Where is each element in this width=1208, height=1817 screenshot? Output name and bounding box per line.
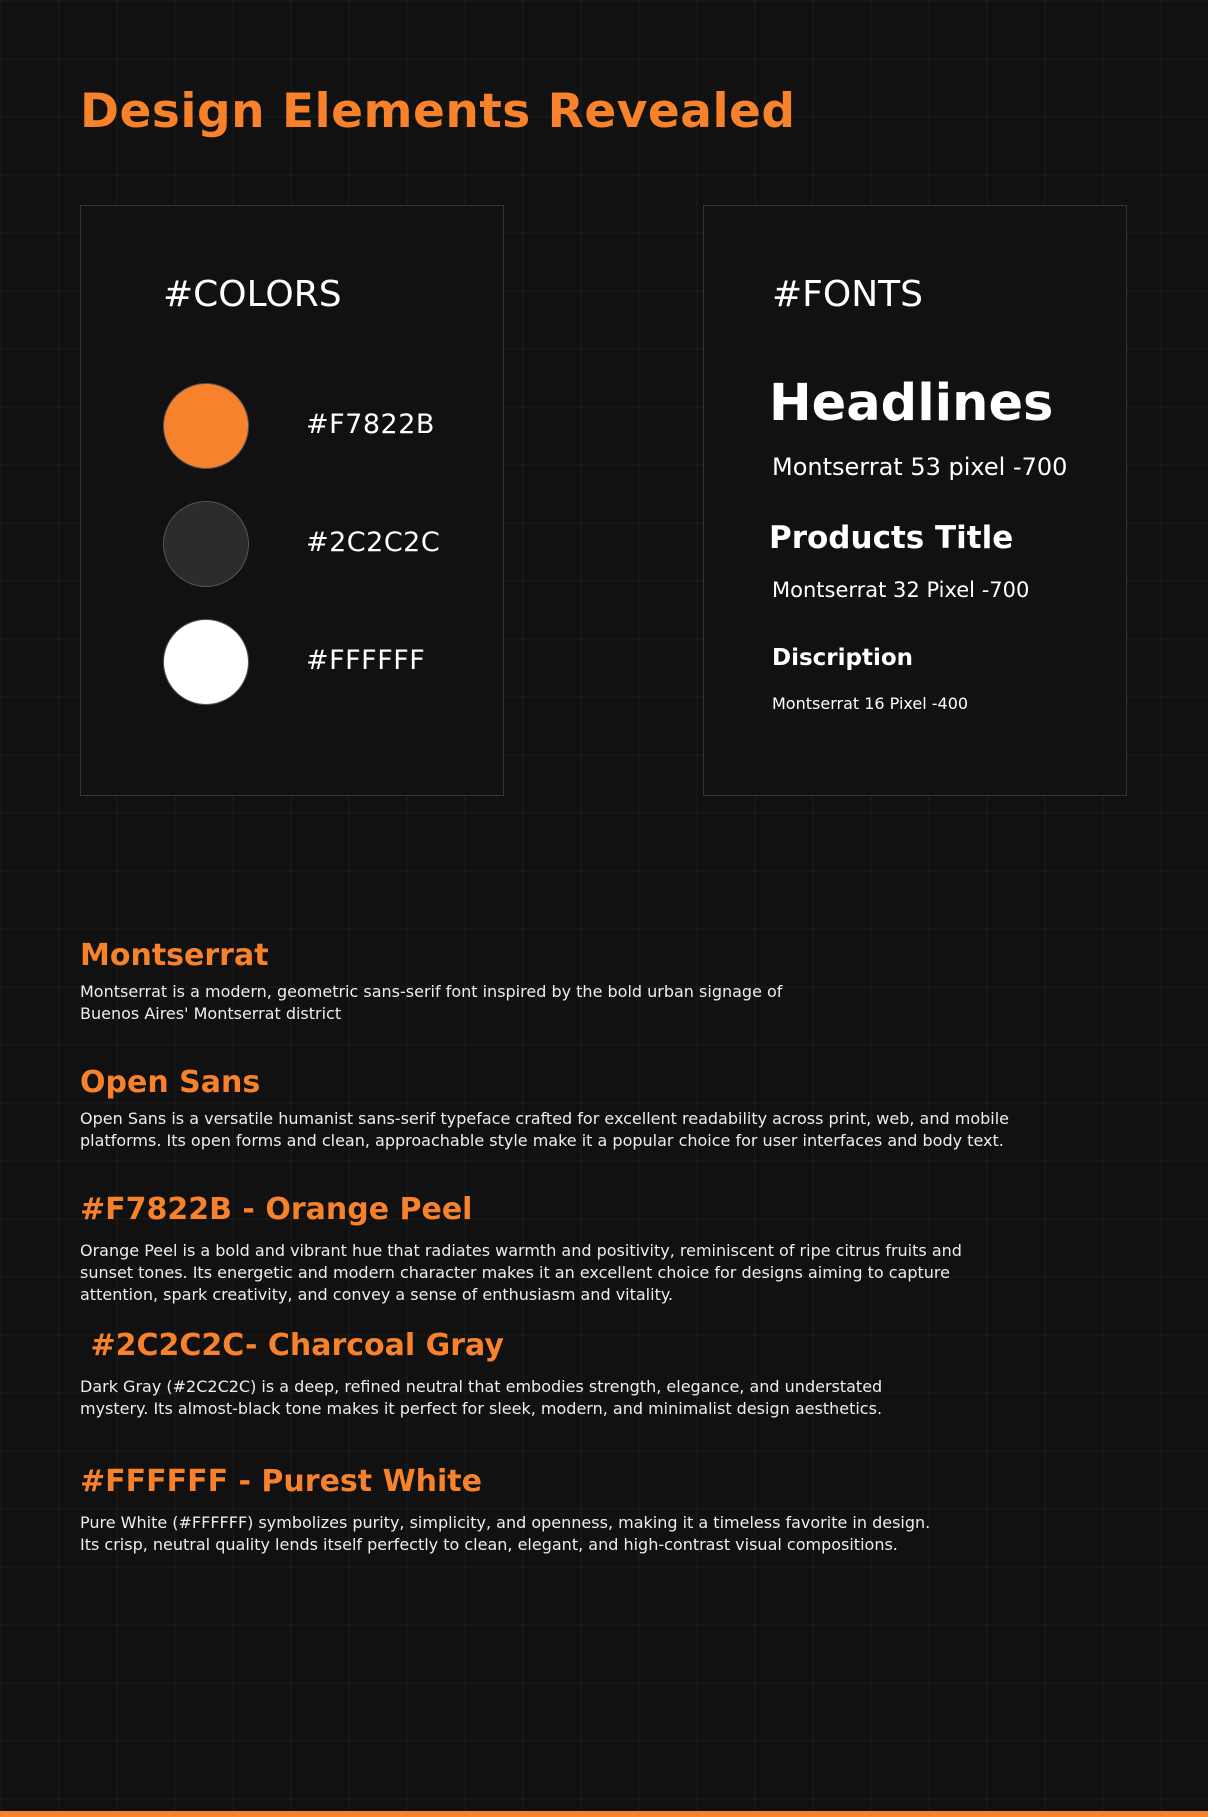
section-text <box>80 1108 1040 1152</box>
colors-heading: #COLORS <box>163 274 342 315</box>
product-title-font-sample: Products Title <box>769 520 1014 556</box>
headline-font-sample: Headlines <box>769 374 1054 433</box>
page-title: Design Elements Revealed <box>80 84 796 139</box>
color-swatch-white <box>163 619 249 705</box>
section-text-line: attention, spark creativity, and convey a sense of enthusiasm and vitality. <box>80 1285 674 1304</box>
section-title: Open Sans <box>80 1065 261 1100</box>
section-text-line: Buenos Aires' Montserrat district <box>80 1004 342 1023</box>
color-swatch-label: #2C2C2C <box>306 527 441 558</box>
section-text-line: sunset tones. Its energetic and modern character makes it an excellent choice for designs aiming to capture <box>80 1263 950 1282</box>
section-title: Montserrat <box>80 938 269 973</box>
section-text-line: Pure White (#FFFFFF) symbolizes purity, simplicity, and openness, making it a timeless favorite in design. <box>80 1513 931 1532</box>
color-swatch-label: #F7822B <box>306 409 435 440</box>
section-text-line: Dark Gray (#2C2C2C) is a deep, refined neutral that embodies strength, elegance, and understated <box>80 1377 883 1396</box>
section-text-line: Its crisp, neutral quality lends itself perfectly to clean, elegant, and high-contrast visual compositions. <box>80 1535 898 1554</box>
section-title: #F7822B - Orange Peel <box>80 1192 473 1227</box>
bottom-accent-bar <box>0 1811 1208 1817</box>
section-open-sans <box>80 1065 1040 1152</box>
section-text <box>80 1240 1040 1306</box>
colors-card <box>80 205 504 796</box>
color-swatch-label: #FFFFFF <box>306 645 426 676</box>
color-swatch-charcoal <box>163 501 249 587</box>
section-text-line: Open Sans is a versatile humanist sans-serif typeface crafted for excellent readability across print, web, and mobile <box>80 1109 1010 1128</box>
section-text-line: mystery. Its almost-black tone makes it perfect for sleek, modern, and minimalist design aesthetics. <box>80 1399 883 1418</box>
product-title-font-spec: Montserrat 32 Pixel -700 <box>772 578 1030 602</box>
section-title: #2C2C2C- Charcoal Gray <box>80 1328 504 1363</box>
color-swatch-row <box>163 619 483 707</box>
fonts-heading: #FONTS <box>772 274 923 315</box>
section-montserrat <box>80 938 1040 1025</box>
section-orange-peel <box>80 1192 1040 1306</box>
headline-font-spec: Montserrat 53 pixel -700 <box>772 453 1068 481</box>
color-swatch-row <box>163 501 483 589</box>
section-charcoal-gray <box>80 1328 1040 1420</box>
color-swatch-orange <box>163 383 249 469</box>
color-swatch-row <box>163 383 483 471</box>
section-text-line: Montserrat is a modern, geometric sans-serif font inspired by the bold urban signage of <box>80 982 783 1001</box>
section-text <box>80 1512 1040 1556</box>
section-text <box>80 1376 1040 1420</box>
section-text-line: platforms. Its open forms and clean, approachable style make it a popular choice for user interfaces and body text. <box>80 1131 1004 1150</box>
description-font-sample: Discription <box>772 645 914 671</box>
section-purest-white <box>80 1464 1040 1556</box>
section-text-line: Orange Peel is a bold and vibrant hue that radiates warmth and positivity, reminiscent of ripe citrus fruits and <box>80 1241 962 1260</box>
fonts-card <box>703 205 1127 796</box>
section-title: #FFFFFF - Purest White <box>80 1464 482 1499</box>
description-font-spec: Montserrat 16 Pixel -400 <box>772 694 969 713</box>
section-text <box>80 981 1040 1025</box>
